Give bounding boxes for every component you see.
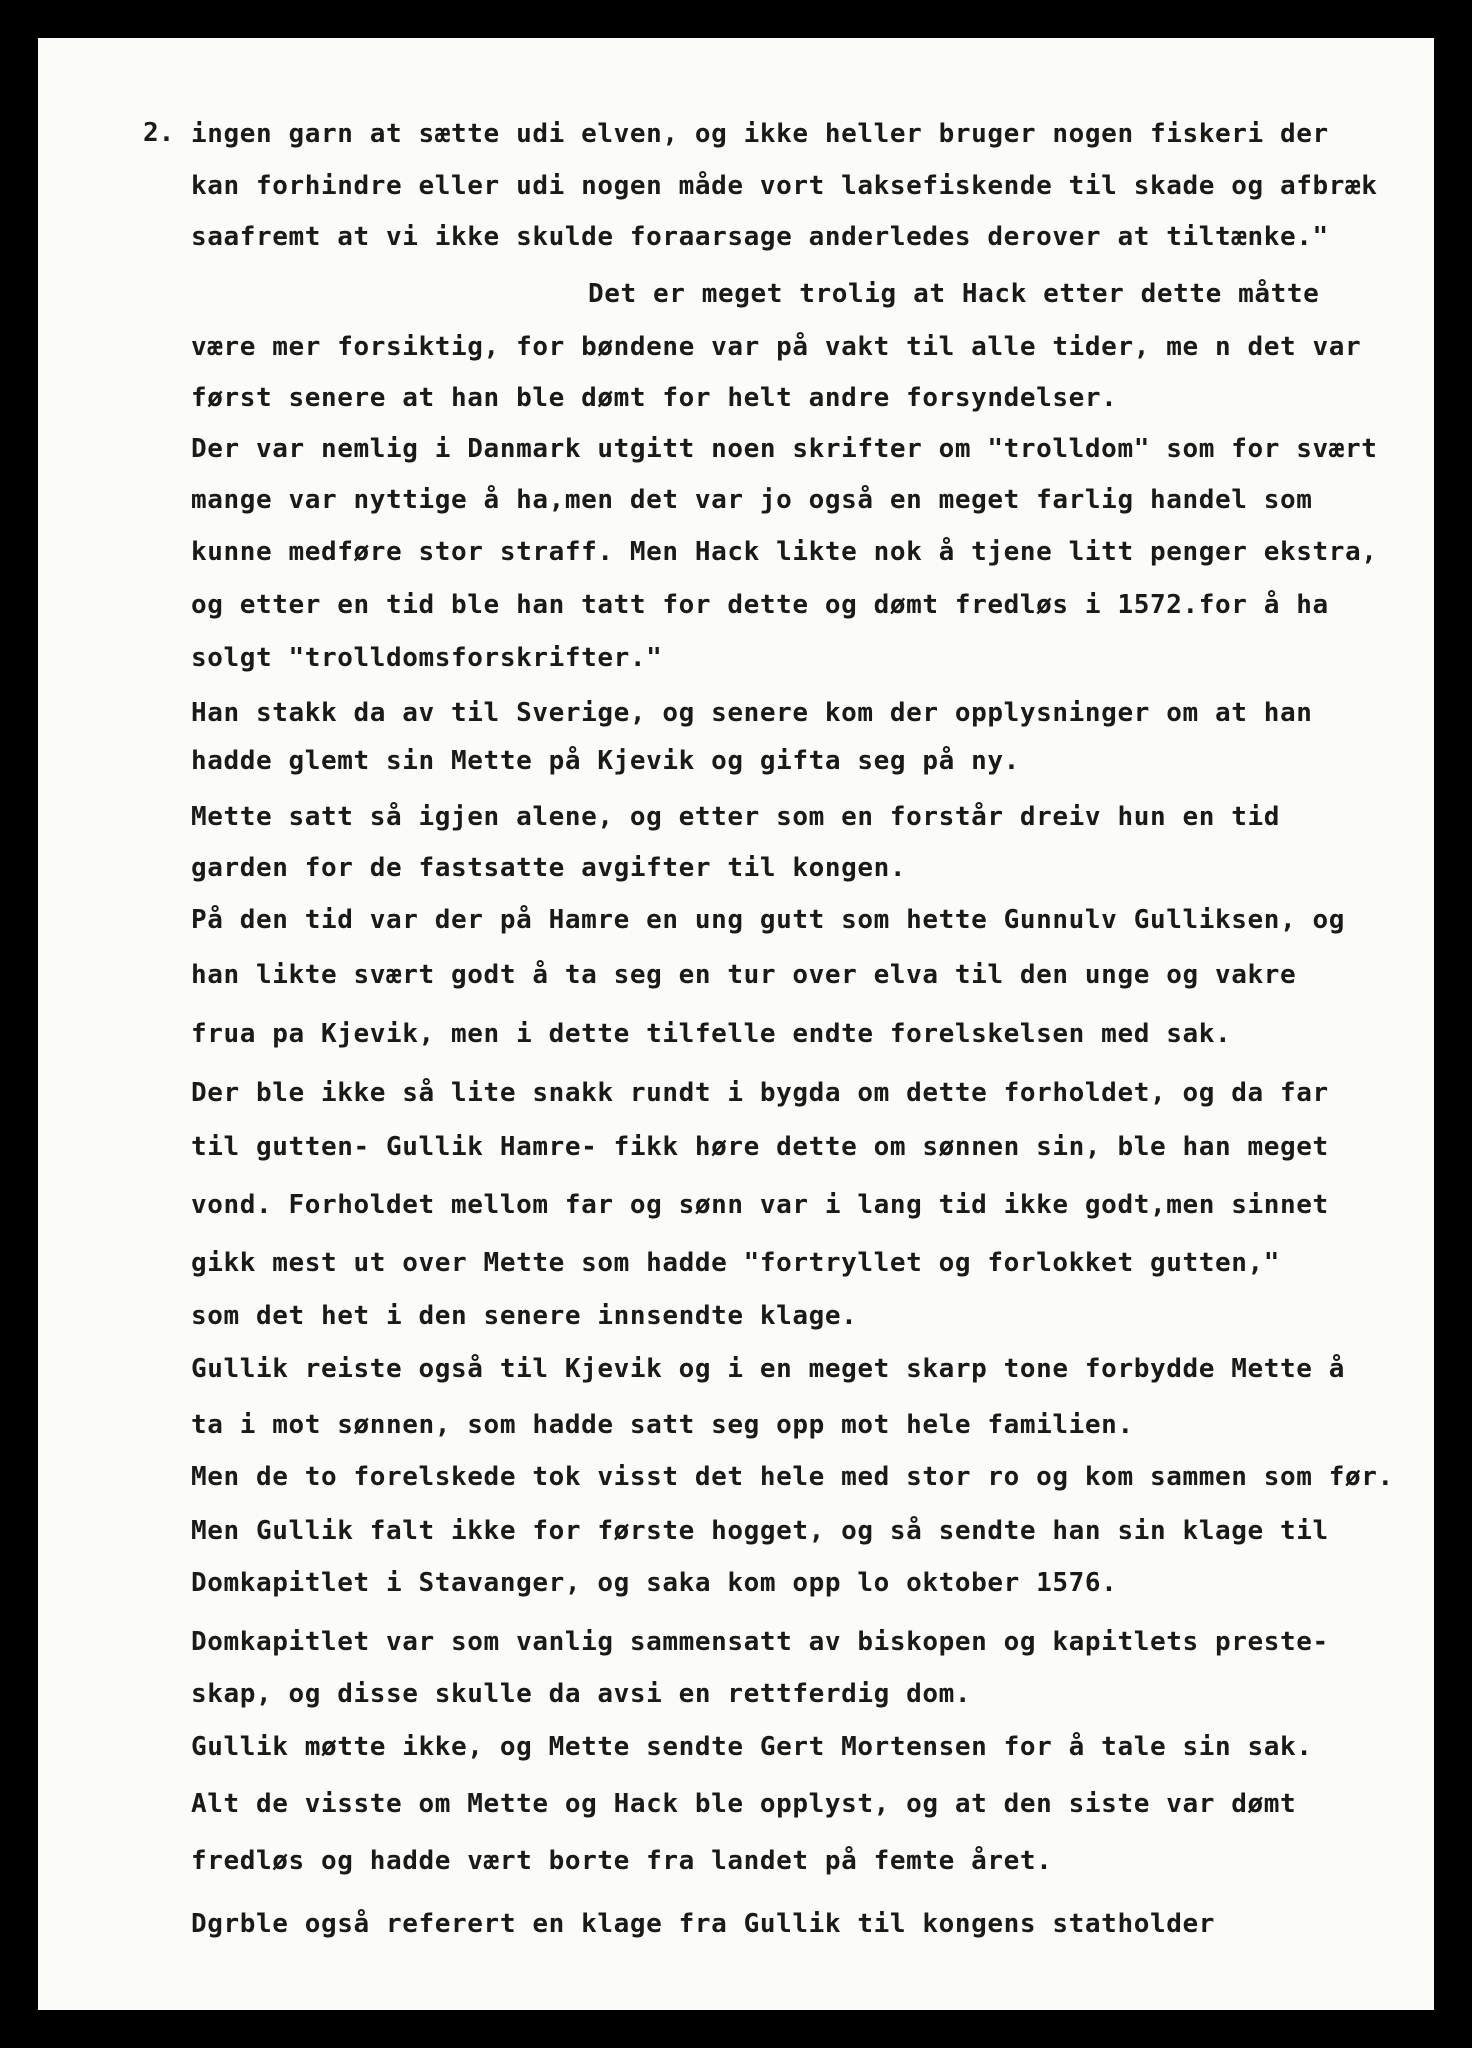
text-line: gikk mest ut over Mette som hadde "fortryllet og forlokket gutten," — [191, 1248, 1280, 1278]
text-line: være mer forsiktig, for bøndene var på vakt til alle tider, me n det var — [191, 332, 1362, 362]
text-line: Han stakk da av til Sverige, og senere kom der opplysninger om at han — [191, 698, 1313, 728]
text-line: Det er meget trolig at Hack etter dette måtte — [588, 279, 1320, 309]
text-line: Alt de visste om Mette og Hack ble opplyst, og at den siste var dømt — [191, 1789, 1297, 1819]
text-line: Gullik møtte ikke, og Mette sendte Gert Mortensen for å tale sin sak. — [191, 1732, 1313, 1762]
page-number: 2. — [143, 118, 175, 148]
text-line: Domkapitlet i Stavanger, og saka kom opp lo oktober 1576. — [191, 1568, 1118, 1598]
text-line: Gullik reiste også til Kjevik og i en meget skarp tone forbydde Mette å — [191, 1354, 1345, 1384]
text-line: han likte svært godt å ta seg en tur over elva til den unge og vakre — [191, 960, 1297, 990]
text-line: Men de to forelskede tok visst det hele med stor ro og kom sammen som før. — [191, 1462, 1394, 1492]
text-line: Men Gullik falt ikke for første hogget, og så sendte han sin klage til — [191, 1516, 1329, 1546]
text-line: ingen garn at sætte udi elven, og ikke heller bruger nogen fiskeri der — [191, 119, 1329, 149]
text-line: frua pa Kjevik, men i dette tilfelle endte forelskelsen med sak. — [191, 1019, 1232, 1049]
text-line: Der ble ikke så lite snakk rundt i bygda om dette forholdet, og da far — [191, 1078, 1329, 1108]
text-line: skap, og disse skulle da avsi en rettferdig dom. — [191, 1679, 972, 1709]
text-line: ta i mot sønnen, som hadde satt seg opp mot hele familien. — [191, 1410, 1134, 1440]
text-line: til gutten- Gullik Hamre- fikk høre dette om sønnen sin, ble han meget — [191, 1132, 1329, 1162]
text-line: Mette satt så igjen alene, og etter som en forstår dreiv hun en tid — [191, 802, 1280, 832]
text-line: hadde glemt sin Mette på Kjevik og gifta seg på ny. — [191, 746, 1020, 776]
text-line: På den tid var der på Hamre en ung gutt som hette Gunnulv Gulliksen, og — [191, 905, 1345, 935]
text-line: som det het i den senere innsendte klage. — [191, 1301, 858, 1331]
text-line: vond. Forholdet mellom far og sønn var i lang tid ikke godt,men sinnet — [191, 1190, 1329, 1220]
text-line: fredløs og hadde vært borte fra landet på femte året. — [191, 1846, 1053, 1876]
text-line: Dgrble også referert en klage fra Gullik til kongens statholder — [191, 1909, 1215, 1939]
text-line: solgt "trolldomsforskrifter." — [191, 643, 663, 673]
text-line: kunne medføre stor straff. Men Hack likte nok å tjene litt penger ekstra, — [191, 537, 1378, 567]
document-page — [38, 38, 1434, 2010]
text-line: garden for de fastsatte avgifter til kongen. — [191, 853, 907, 883]
text-line: kan forhindre eller udi nogen måde vort laksefiskende til skade og afbræk — [191, 171, 1378, 201]
text-line: først senere at han ble dømt for helt andre forsyndelser. — [191, 383, 1118, 413]
text-line: saafremt at vi ikke skulde foraarsage anderledes derover at tiltænke." — [191, 222, 1329, 252]
text-line: mange var nyttige å ha,men det var jo også en meget farlig handel som — [191, 485, 1313, 515]
text-line: og etter en tid ble han tatt for dette og dømt fredløs i 1572.for å ha — [191, 590, 1329, 620]
text-line: Domkapitlet var som vanlig sammensatt av biskopen og kapitlets preste- — [191, 1627, 1329, 1657]
text-line: Der var nemlig i Danmark utgitt noen skrifter om "trolldom" som for svært — [191, 434, 1378, 464]
